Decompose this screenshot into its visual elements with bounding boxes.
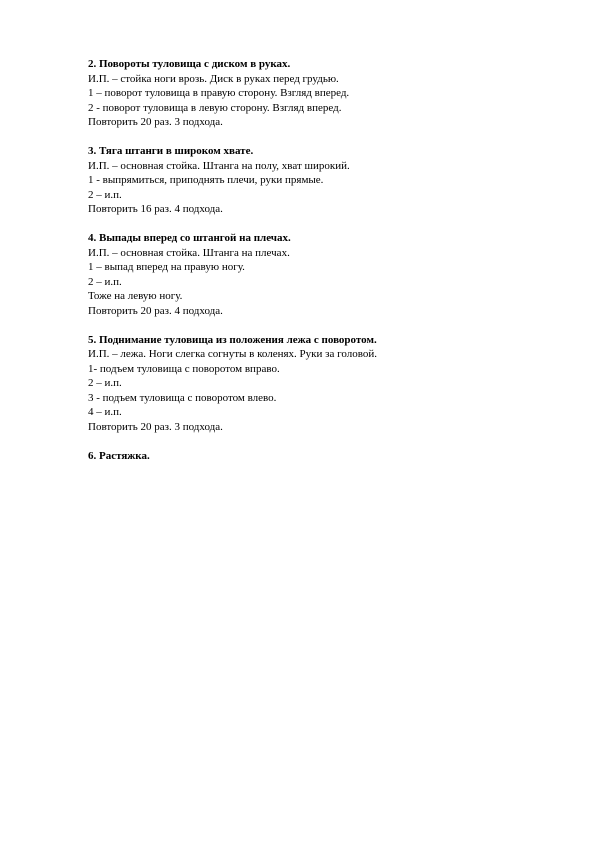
exercise-line: 2 - поворот туловища в левую сторону. Взгляд вперед. [88,101,342,114]
exercise-line: 4 – и.п. [88,406,122,419]
exercise-section [88,57,548,130]
exercise-line: Тоже на левую ногу. [88,290,183,303]
exercise-section [88,231,548,319]
exercise-line: 2 – и.п. [88,188,122,201]
exercise-heading: 2. Повороты туловища с диском в руках. [88,58,291,70]
exercise-line: 1 - выпрямиться, приподнять плечи, руки прямые. [88,174,324,187]
exercise-heading: 4. Выпады вперед со штангой на плечах. [88,231,291,244]
exercise-line: Повторить 16 раз. 4 подхода. [88,203,223,216]
exercise-section [88,449,548,464]
exercise-line: Повторить 20 раз. 3 подхода. [88,116,223,129]
exercise-section [88,144,548,217]
exercise-line: 1 – выпад вперед на правую ногу. [88,261,245,274]
exercise-heading: 3. Тяга штанги в широком хвате. [88,144,254,157]
exercise-line: 3 - подъем туловища с поворотом влево. [88,391,277,404]
exercise-line: Повторить 20 раз. 3 подхода. [88,421,223,434]
document-content [88,57,548,477]
exercise-line: Повторить 20 раз. 4 подхода. [88,304,223,317]
exercise-line: 1- подъем туловища с поворотом вправо. [88,362,280,375]
exercise-heading: 5. Поднимание туловища из положения лежа с поворотом. [88,333,377,346]
exercise-line: И.П. – основная стойка. Штанга на полу, хват широкий. [88,159,350,172]
exercise-line: И.П. – лежа. Ноги слегка согнуты в коленях. Руки за головой. [88,348,377,361]
exercise-line: 2 – и.п. [88,275,122,288]
exercise-line: 1 – поворот туловища в правую сторону. Взгляд вперед. [88,87,350,100]
exercise-line: 2 – и.п. [88,377,122,390]
exercise-line: И.П. – основная стойка. Штанга на плечах. [88,246,290,259]
exercise-heading: 6. Растяжка. [88,449,150,462]
exercise-section [88,333,548,435]
exercise-line: И.П. – стойка ноги врозь. Диск в руках перед грудью. [88,72,339,85]
